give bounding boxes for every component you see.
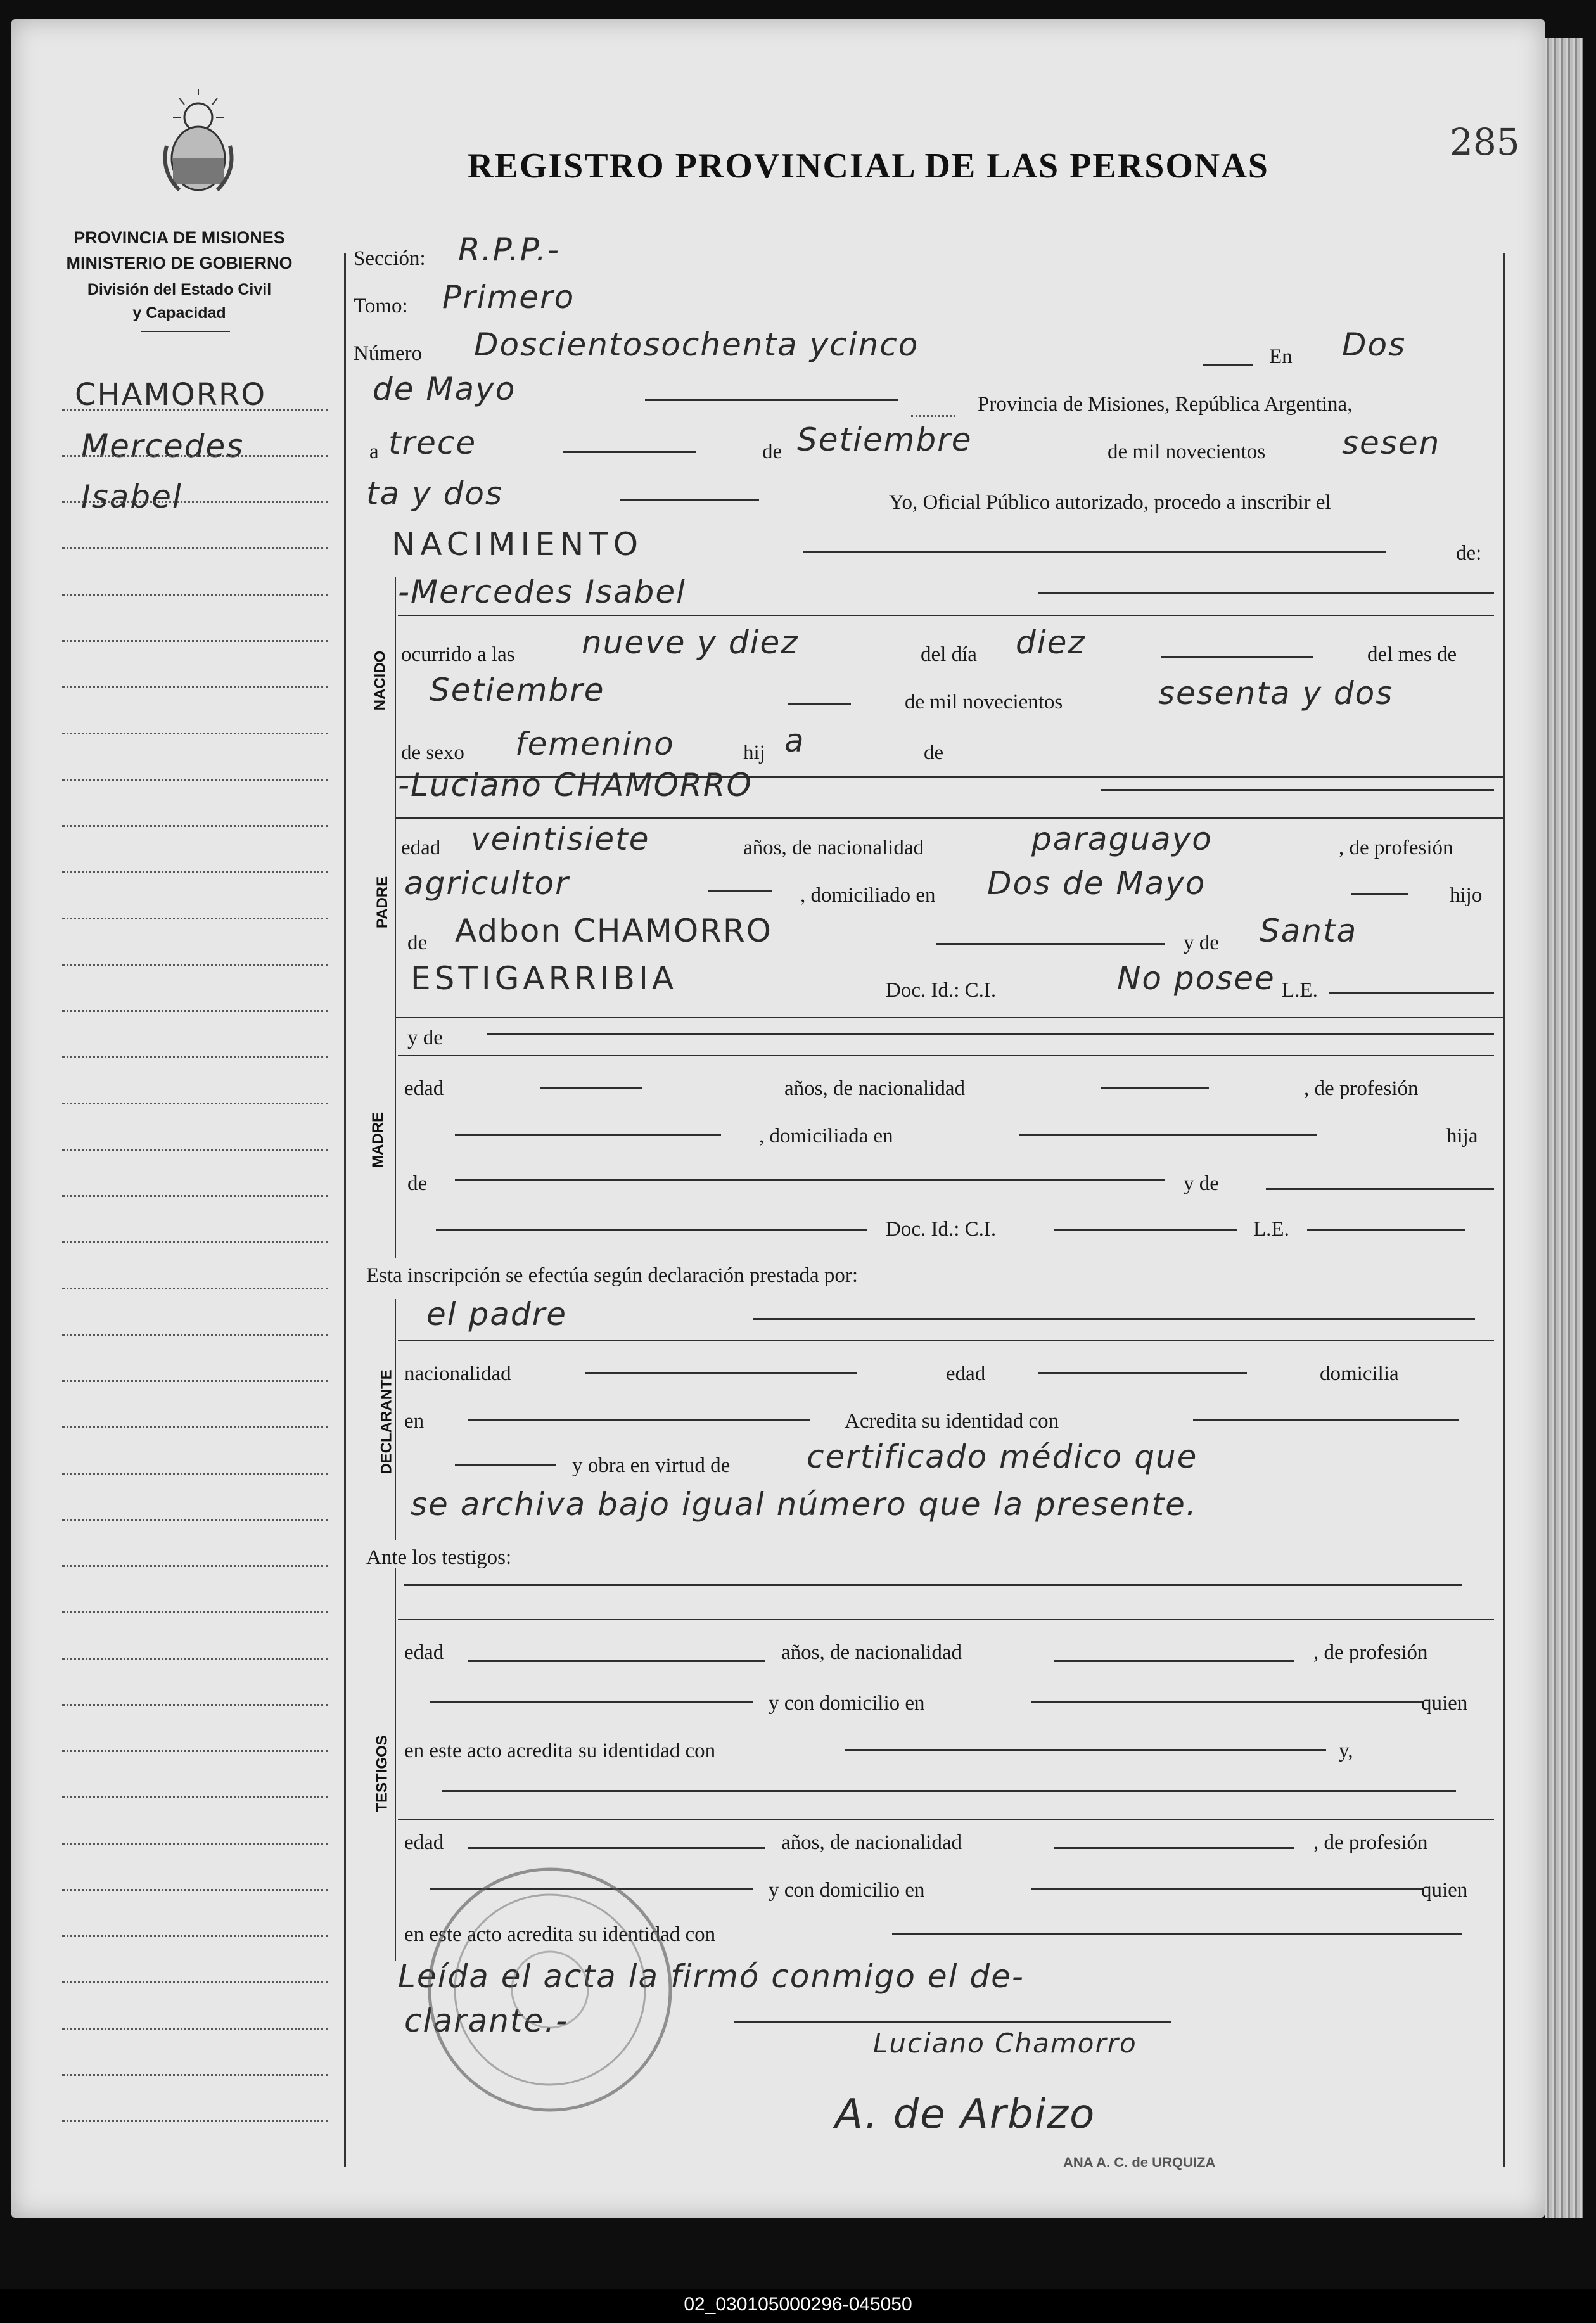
y-de-m-line bbox=[487, 1033, 1494, 1035]
anio-nac-value: sesenta y dos bbox=[1158, 675, 1394, 712]
cierre-line bbox=[734, 2021, 1171, 2023]
edad-padre-label: edad bbox=[401, 836, 441, 859]
nacido-side-label: NACIDO bbox=[371, 650, 389, 711]
nac-m-line bbox=[1101, 1087, 1209, 1089]
margin-dotted-line bbox=[62, 1241, 328, 1243]
margin-dotted-line bbox=[62, 1103, 328, 1104]
domiciliada-line bbox=[1019, 1134, 1317, 1136]
anio-1-value: sesen bbox=[1342, 425, 1441, 461]
doc-id-label: Doc. Id.: C.I. bbox=[886, 979, 997, 1002]
cierre-1-value: Leída el acta la firmó conmigo el de- bbox=[398, 1958, 1025, 1995]
en-d-line bbox=[468, 1419, 810, 1421]
nombre-underline bbox=[398, 615, 1494, 616]
abuelo-value: Adbon CHAMORRO bbox=[455, 912, 773, 949]
quien-t1-label: quien bbox=[1421, 1692, 1468, 1715]
nombre-value: -Mercedes Isabel bbox=[398, 573, 687, 610]
le-m-line bbox=[1307, 1229, 1465, 1231]
margin-dotted-line bbox=[62, 1796, 328, 1798]
heading-underline bbox=[141, 331, 230, 332]
madre-side-label: MADRE bbox=[369, 1112, 386, 1168]
a-label: a bbox=[369, 440, 379, 463]
padre-value: -Luciano CHAMORRO bbox=[398, 767, 753, 803]
margin-dotted-line bbox=[62, 640, 328, 642]
margin-dotted-line bbox=[62, 1288, 328, 1289]
edad-m-line bbox=[540, 1087, 642, 1089]
domicilio-padre-value: Dos de Mayo bbox=[987, 865, 1206, 902]
padre-underline bbox=[395, 817, 1503, 819]
testigos-line-1 bbox=[404, 1584, 1462, 1586]
margin-dotted-line bbox=[62, 1565, 328, 1567]
margin-dotted-line bbox=[62, 1611, 328, 1613]
numero-value: Doscientosochenta ycinco bbox=[474, 326, 919, 363]
domicilio-t2-line bbox=[1031, 1888, 1424, 1890]
division-heading-1: División del Estado Civil bbox=[87, 281, 272, 298]
t1-separator bbox=[398, 1819, 1494, 1820]
de-m-line bbox=[455, 1179, 1165, 1181]
page-edges bbox=[1545, 38, 1583, 2218]
domicilio-t1-line bbox=[1031, 1701, 1424, 1703]
margin-dotted-line bbox=[62, 1195, 328, 1197]
dia-nac-value: diez bbox=[1016, 624, 1086, 661]
domicilio-t2-label: y con domicilio en bbox=[769, 1879, 925, 1902]
margin-dotted-line bbox=[62, 1519, 328, 1521]
numero-label: Número bbox=[354, 342, 423, 365]
de-mil-2-label: de mil novecientos bbox=[905, 691, 1063, 714]
margin-dotted-line bbox=[62, 1704, 328, 1706]
lugar-line bbox=[645, 399, 898, 401]
abuela-2-value: ESTIGARRIBIA bbox=[411, 960, 678, 997]
margin-dotted-line bbox=[62, 455, 328, 457]
de-label: de bbox=[762, 440, 782, 463]
margin-dotted-line bbox=[62, 1981, 328, 1983]
de-2-label: de bbox=[924, 741, 944, 764]
margin-dotted-line bbox=[62, 1658, 328, 1660]
right-border bbox=[1503, 253, 1505, 2167]
nacionalidad-line bbox=[585, 1372, 857, 1374]
margin-dotted-line bbox=[62, 1149, 328, 1151]
padre-madre-separator bbox=[395, 1017, 1503, 1018]
margin-dotted-line bbox=[62, 1750, 328, 1752]
inscripcion-label: Esta inscripción se efectúa según declaración prestada por: bbox=[366, 1264, 859, 1287]
margin-dotted-line bbox=[62, 871, 328, 873]
margin-dotted-line bbox=[62, 1935, 328, 1937]
margin-dotted-line bbox=[62, 733, 328, 734]
provincia-label: Provincia de Misiones, República Argentina, bbox=[978, 393, 1353, 416]
hija-label: hija bbox=[1446, 1125, 1478, 1148]
nacionalidad-label: nacionalidad bbox=[404, 1362, 511, 1385]
acredita-t2-label: en este acto acredita su identidad con bbox=[404, 1923, 716, 1946]
seccion-label: Sección: bbox=[354, 247, 426, 270]
margin-dotted-line bbox=[62, 2120, 328, 2122]
domiciliada-label: , domiciliada en bbox=[759, 1125, 893, 1148]
de-m-label: de bbox=[407, 1172, 428, 1195]
page-number: 285 bbox=[1450, 120, 1520, 163]
y-de-m-underline bbox=[398, 1055, 1494, 1056]
hij-suffix-value: a bbox=[784, 722, 805, 759]
abuela-1-value: Santa bbox=[1260, 912, 1358, 949]
footer-id: 02_030105000296-045050 bbox=[684, 2294, 912, 2315]
margin-dotted-line bbox=[62, 964, 328, 966]
de-profesion-m-label: , de profesión bbox=[1304, 1077, 1419, 1100]
nac-t2-line bbox=[1054, 1847, 1294, 1849]
ocurrido-label: ocurrido a las bbox=[401, 643, 515, 666]
ci-m-left-line bbox=[436, 1229, 867, 1231]
virtud-1-value: certificado médico que bbox=[807, 1438, 1198, 1475]
domiciliado-label: , domiciliado en bbox=[800, 884, 936, 907]
edad-d-line bbox=[1038, 1372, 1247, 1374]
domicilio-line bbox=[1351, 893, 1408, 895]
mes-nac-value: Setiembre bbox=[430, 672, 605, 708]
lugar-value: de Mayo bbox=[373, 371, 516, 407]
margin-dotted-line bbox=[62, 501, 328, 503]
acredita-t2-line bbox=[892, 1933, 1462, 1935]
sexo-value: femenino bbox=[515, 726, 675, 762]
tomo-value: Primero bbox=[442, 279, 575, 316]
hijo-label: hijo bbox=[1450, 884, 1483, 907]
dia-line bbox=[563, 451, 696, 453]
quien-t2-label: quien bbox=[1421, 1879, 1468, 1902]
division-heading-2: y Capacidad bbox=[132, 304, 226, 322]
dia-value: trece bbox=[388, 425, 477, 461]
edad-d-label: edad bbox=[946, 1362, 986, 1385]
official-seal-icon bbox=[417, 1857, 683, 2123]
margin-surname: CHAMORRO bbox=[75, 377, 267, 413]
acredita-t1-label: en este acto acredita su identidad con bbox=[404, 1739, 716, 1762]
margin-dotted-line bbox=[62, 779, 328, 781]
de-colon-label: de: bbox=[1456, 542, 1482, 565]
y-de-m2-label: y de bbox=[1184, 1172, 1219, 1195]
testigos-line-2 bbox=[398, 1619, 1494, 1620]
margin-dotted-line bbox=[62, 1473, 328, 1475]
margin-dotted-line bbox=[62, 2074, 328, 2076]
testigos-divider bbox=[395, 1568, 396, 1961]
margin-dotted-line bbox=[62, 686, 328, 688]
del-dia-label: del día bbox=[921, 643, 977, 666]
declarante-underline bbox=[398, 1340, 1494, 1341]
mes-value: Setiembre bbox=[797, 421, 973, 458]
margin-dotted-line bbox=[62, 918, 328, 919]
margin-name-2: Isabel bbox=[81, 478, 182, 515]
virtud-2-value: se archiva bajo igual número que la presente. bbox=[411, 1486, 1197, 1523]
y-de-m2-line bbox=[1266, 1188, 1494, 1190]
edad-t2-label: edad bbox=[404, 1831, 444, 1854]
prof-t1-line bbox=[430, 1701, 753, 1703]
profesion-padre-value: agricultor bbox=[404, 865, 570, 902]
coat-of-arms-icon bbox=[154, 89, 243, 196]
ci-m-line bbox=[1054, 1229, 1237, 1231]
obra-left-line bbox=[455, 1464, 556, 1466]
de-mil-label: de mil novecientos bbox=[1108, 440, 1266, 463]
y-de-m-label: y de bbox=[407, 1027, 443, 1049]
edad-t1-label: edad bbox=[404, 1641, 444, 1664]
le-line bbox=[1329, 992, 1494, 994]
signature-stamp: ANA A. C. de URQUIZA bbox=[1063, 2154, 1216, 2170]
padre-line bbox=[1101, 789, 1494, 791]
margin-dotted-line bbox=[62, 1843, 328, 1845]
doc-id-m-label: Doc. Id.: C.I. bbox=[886, 1218, 997, 1241]
en-d-label: en bbox=[404, 1410, 425, 1433]
nombre-line bbox=[1038, 592, 1494, 594]
yo-label: Yo, Oficial Público autorizado, procedo a inscribir el bbox=[889, 491, 1331, 514]
le-label: L.E. bbox=[1282, 979, 1318, 1002]
margin-dotted-line bbox=[62, 1010, 328, 1012]
margin-dotted-line bbox=[62, 825, 328, 827]
abuelo-line bbox=[936, 943, 1165, 945]
edad-padre-value: veintisiete bbox=[471, 821, 650, 857]
acredita-label: Acredita su identidad con bbox=[845, 1410, 1059, 1433]
main-divider bbox=[344, 253, 346, 2167]
domicilio-t1-label: y con domicilio en bbox=[769, 1692, 925, 1715]
anos-nac-m-label: años, de nacionalidad bbox=[784, 1077, 965, 1100]
le-m-label: L.E. bbox=[1253, 1218, 1289, 1241]
prof-t2-label: , de profesión bbox=[1313, 1831, 1428, 1854]
margin-dotted-line bbox=[62, 1334, 328, 1336]
acredita-t1-line bbox=[845, 1749, 1326, 1751]
y-de-label: y de bbox=[1184, 931, 1219, 954]
hora-value: nueve y diez bbox=[582, 624, 799, 661]
madre-divider bbox=[395, 1017, 396, 1258]
hij-label: hij bbox=[743, 741, 765, 764]
ci-padre-value: No posee bbox=[1117, 960, 1275, 997]
ministry-heading: MINISTERIO DE GOBIERNO bbox=[66, 253, 293, 272]
mes-nac-line bbox=[788, 703, 851, 705]
anio-2-value: ta y dos bbox=[366, 475, 503, 512]
en-value: Dos bbox=[1342, 326, 1407, 363]
margin-dotted-line bbox=[62, 1426, 328, 1428]
margin-dotted-line bbox=[62, 1889, 328, 1891]
dia-nac-line bbox=[1161, 656, 1313, 658]
margin-name-1: Mercedes bbox=[81, 428, 245, 464]
en-label: En bbox=[1269, 345, 1293, 368]
anio-line bbox=[620, 499, 759, 501]
margin-dotted-line bbox=[62, 1380, 328, 1382]
edad-m-label: edad bbox=[404, 1077, 444, 1100]
lugar-dotted bbox=[911, 415, 955, 417]
register-page bbox=[11, 19, 1545, 2218]
signature-2: A. de Arbizo bbox=[835, 2091, 1096, 2138]
margin-dotted-line bbox=[62, 594, 328, 596]
tomo-label: Tomo: bbox=[354, 295, 408, 317]
page-title: REGISTRO PROVINCIAL DE LAS PERSONAS bbox=[468, 146, 1269, 186]
nacionalidad-padre-value: paraguayo bbox=[1031, 821, 1213, 857]
margin-dotted-line bbox=[62, 409, 328, 411]
margin-dotted-line bbox=[62, 2028, 328, 2030]
padre-side-label: PADRE bbox=[374, 876, 392, 929]
de-profesion-label: , de profesión bbox=[1339, 836, 1453, 859]
province-heading: PROVINCIA DE MISIONES bbox=[73, 228, 285, 247]
seccion-value: R.P.P.- bbox=[458, 231, 560, 268]
footer-bar bbox=[0, 2289, 1596, 2323]
profesion-line bbox=[708, 890, 772, 892]
declarante-line bbox=[753, 1318, 1475, 1320]
margin-dotted-line bbox=[62, 547, 328, 549]
nac-t1-line bbox=[1054, 1660, 1294, 1662]
anos-t1-label: años, de nacionalidad bbox=[781, 1641, 962, 1664]
cierre-2-value: clarante.- bbox=[404, 2002, 569, 2039]
profesion-m-line bbox=[455, 1134, 721, 1136]
prof-t1-label: , de profesión bbox=[1313, 1641, 1428, 1664]
acto-value: NACIMIENTO bbox=[392, 526, 644, 563]
nacido-divider bbox=[395, 577, 396, 1033]
acto-line bbox=[803, 551, 1386, 553]
declarante-side-label: DECLARANTE bbox=[378, 1369, 395, 1475]
del-mes-label: del mes de bbox=[1367, 643, 1457, 666]
domicilia-label: domicilia bbox=[1320, 1362, 1399, 1385]
margin-dotted-line bbox=[62, 1056, 328, 1058]
declarante-value: el padre bbox=[426, 1296, 567, 1333]
acredita-line bbox=[1193, 1419, 1459, 1421]
testigos-side-label: TESTIGOS bbox=[373, 1735, 391, 1812]
y-t1-label: y, bbox=[1339, 1739, 1353, 1762]
de-sexo-label: de sexo bbox=[401, 741, 464, 764]
anos-nac-label: años, de nacionalidad bbox=[743, 836, 924, 859]
anos-t2-label: años, de nacionalidad bbox=[781, 1831, 962, 1854]
testigos-label: Ante los testigos: bbox=[366, 1546, 512, 1569]
numero-line bbox=[1203, 364, 1253, 366]
edad-t1-line bbox=[468, 1660, 765, 1662]
edad-t2-line bbox=[468, 1847, 765, 1849]
obra-label: y obra en virtud de bbox=[572, 1454, 731, 1477]
signature-1: Luciano Chamorro bbox=[873, 2028, 1137, 2059]
de-p-label: de bbox=[407, 931, 428, 954]
t1-line bbox=[442, 1790, 1456, 1792]
